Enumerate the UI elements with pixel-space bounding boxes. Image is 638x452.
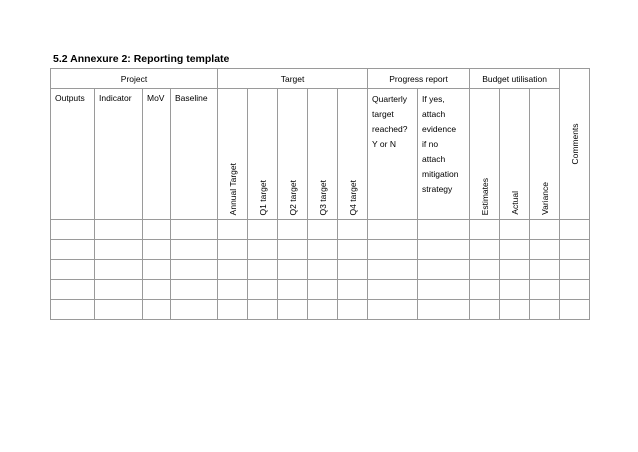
table-cell[interactable] [95, 240, 143, 260]
quarterly-target-text [368, 89, 417, 152]
table-cell[interactable] [51, 240, 95, 260]
table-cell[interactable] [338, 240, 368, 260]
table-cell[interactable] [470, 240, 500, 260]
q2-target-label: Q2 target [287, 179, 298, 215]
column-header-variance [530, 89, 560, 220]
column-header-actual [500, 89, 530, 220]
q4-target-label: Q4 target [347, 179, 358, 215]
table-cell[interactable] [418, 300, 470, 320]
table-cell[interactable] [530, 280, 560, 300]
page-title: 5.2 Annexure 2: Reporting template [53, 53, 230, 65]
quarterly-line: Y or N [372, 139, 396, 149]
table-cell[interactable] [51, 300, 95, 320]
table-cell[interactable] [143, 240, 171, 260]
table-cell[interactable] [51, 260, 95, 280]
column-header-q4-target [338, 89, 368, 220]
table-cell[interactable] [218, 260, 248, 280]
table-cell[interactable] [500, 220, 530, 240]
group-header-progress-report: Progress report [368, 69, 470, 89]
group-header-project: Project [51, 69, 218, 89]
table-cell[interactable] [530, 260, 560, 280]
table-cell[interactable] [51, 280, 95, 300]
table-cell[interactable] [560, 280, 590, 300]
column-header-q2-target [278, 89, 308, 220]
table-cell[interactable] [248, 280, 278, 300]
table-cell[interactable] [171, 260, 218, 280]
table-cell[interactable] [308, 260, 338, 280]
table-cell[interactable] [338, 300, 368, 320]
if-yes-line: If yes, [422, 94, 445, 104]
if-yes-line: attach [422, 154, 446, 164]
quarterly-line: target [372, 109, 394, 119]
table-cell[interactable] [218, 220, 248, 240]
table-cell[interactable] [368, 220, 418, 240]
table-row [51, 280, 590, 300]
table-cell[interactable] [278, 260, 308, 280]
table-cell[interactable] [500, 280, 530, 300]
baseline-label: Baseline [175, 93, 208, 103]
column-header-indicator [95, 89, 143, 220]
column-header-q3-target [308, 89, 338, 220]
table-cell[interactable] [95, 260, 143, 280]
table-cell[interactable] [95, 220, 143, 240]
table-cell[interactable] [530, 220, 560, 240]
table-cell[interactable] [418, 280, 470, 300]
table-cell[interactable] [338, 280, 368, 300]
table-cell[interactable] [278, 220, 308, 240]
table-cell[interactable] [338, 220, 368, 240]
annual-target-label: Annual Target [227, 162, 238, 215]
actual-label: Actual [509, 191, 520, 215]
if-yes-line: evidence [422, 124, 457, 134]
table-cell[interactable] [418, 260, 470, 280]
comments-label: Comments [569, 123, 580, 165]
table-cell[interactable] [278, 300, 308, 320]
table-cell[interactable] [218, 300, 248, 320]
column-header-comments [560, 69, 590, 220]
table-cell[interactable] [530, 300, 560, 320]
table-cell[interactable] [560, 260, 590, 280]
table-cell[interactable] [248, 240, 278, 260]
column-header-annual-target [218, 89, 248, 220]
table-cell[interactable] [368, 300, 418, 320]
table-cell[interactable] [308, 240, 338, 260]
table-cell[interactable] [248, 260, 278, 280]
table-cell[interactable] [470, 280, 500, 300]
reporting-template-table [50, 68, 590, 320]
if-yes-line: strategy [422, 184, 453, 194]
table-cell[interactable] [560, 240, 590, 260]
if-yes-line: mitigation [422, 169, 459, 179]
if-yes-line: attach [422, 109, 446, 119]
quarterly-line: Quarterly [372, 94, 408, 104]
column-header-estimates [470, 89, 500, 220]
table-row [51, 240, 590, 260]
table-cell[interactable] [248, 220, 278, 240]
outputs-label: Outputs [55, 93, 85, 103]
table-cell[interactable] [560, 220, 590, 240]
table-cell[interactable] [470, 300, 500, 320]
table-cell[interactable] [171, 300, 218, 320]
table-cell[interactable] [530, 240, 560, 260]
table-cell[interactable] [278, 240, 308, 260]
quarterly-line: reached? [372, 124, 408, 134]
table-cell[interactable] [248, 300, 278, 320]
indicator-label: Indicator [99, 93, 132, 103]
mov-label: MoV [147, 93, 165, 103]
table-cell[interactable] [338, 260, 368, 280]
table-cell[interactable] [143, 300, 171, 320]
table-cell[interactable] [470, 260, 500, 280]
column-header-mov [143, 89, 171, 220]
table-cell[interactable] [308, 280, 338, 300]
table-row [51, 300, 590, 320]
table-cell[interactable] [368, 260, 418, 280]
group-header-budget-utilisation: Budget utilisation [470, 69, 560, 89]
table-cell[interactable] [218, 280, 248, 300]
q3-target-label: Q3 target [317, 179, 328, 215]
table-cell[interactable] [308, 300, 338, 320]
column-header-q1-target [248, 89, 278, 220]
variance-label: Variance [539, 182, 550, 215]
table-cell[interactable] [560, 300, 590, 320]
table-cell[interactable] [368, 240, 418, 260]
table-cell[interactable] [171, 280, 218, 300]
table-row [51, 220, 590, 240]
table-cell[interactable] [308, 220, 338, 240]
column-header-outputs [51, 89, 95, 220]
if-yes-text [418, 89, 469, 197]
table-cell[interactable] [470, 220, 500, 240]
column-header-baseline [171, 89, 218, 220]
column-header-quarterly-target-reached [368, 89, 418, 220]
table-cell[interactable] [143, 220, 171, 240]
group-header-target: Target [218, 69, 368, 89]
table-cell[interactable] [51, 220, 95, 240]
estimates-label: Estimates [479, 177, 490, 215]
table-cell[interactable] [368, 280, 418, 300]
table-cell[interactable] [418, 240, 470, 260]
column-header-if-yes-evidence [418, 89, 470, 220]
table-cell[interactable] [171, 220, 218, 240]
q1-target-label: Q1 target [257, 179, 268, 215]
table-cell[interactable] [500, 300, 530, 320]
if-yes-line: if no [422, 139, 439, 149]
table-cell[interactable] [143, 260, 171, 280]
table-cell[interactable] [95, 300, 143, 320]
table-cell[interactable] [278, 280, 308, 300]
table-cell[interactable] [95, 280, 143, 300]
table-cell[interactable] [500, 260, 530, 280]
table-cell[interactable] [143, 280, 171, 300]
table-cell[interactable] [171, 240, 218, 260]
table-cell[interactable] [218, 240, 248, 260]
table-row [51, 260, 590, 280]
table-cell[interactable] [418, 220, 470, 240]
table-cell[interactable] [500, 240, 530, 260]
